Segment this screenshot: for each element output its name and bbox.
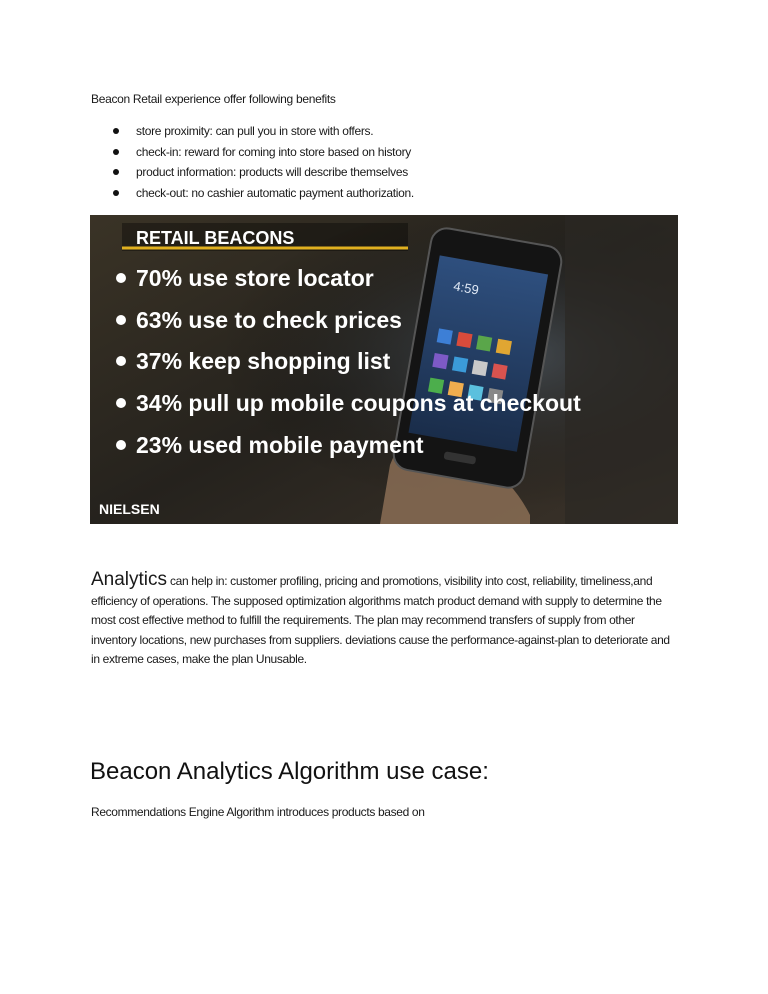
image-item: 23% used mobile payment (136, 432, 424, 458)
image-item: 34% pull up mobile coupons at checkout (136, 390, 581, 416)
analytics-paragraph (91, 570, 681, 670)
benefit-item: check-in: reward for coming into store based on history (110, 145, 414, 166)
benefits-list (110, 124, 414, 206)
analytics-body: can help in: customer profiling, pricing and promotions, visibility into cost, reliability, timeliness,and efficiency of operations. The supposed optimization algorithms match product demand with supply to determine the most cost effective method to fulfill the requirements. The plan may recommend transfers of supply from other inventory locations, new purchases from suppliers. deviations cause the performance-against-plan to deteriorate and in extreme cases, make the plan Unusable. (91, 574, 670, 666)
benefit-item: product information: products will describe themselves (110, 165, 414, 186)
image-item: 37% keep shopping list (136, 348, 391, 374)
retail-beacons-image (90, 215, 678, 524)
image-item: 70% use store locator (136, 265, 374, 291)
image-item: 63% use to check prices (136, 307, 402, 333)
image-source: NIELSEN (99, 501, 160, 517)
phone-time: 4:59 (452, 278, 480, 298)
benefit-item: store proximity: can pull you in store with offers. (110, 124, 414, 145)
benefit-item: check-out: no cashier automatic payment authorization. (110, 186, 414, 207)
image-title: RETAIL BEACONS (136, 228, 295, 248)
recommendations-text: Recommendations Engine Algorithm introduces products based on (91, 805, 425, 819)
analytics-lead: Analytics (91, 569, 168, 590)
intro-text: Beacon Retail experience offer following benefits (91, 92, 336, 106)
section-heading: Beacon Analytics Algorithm use case: (90, 758, 489, 785)
